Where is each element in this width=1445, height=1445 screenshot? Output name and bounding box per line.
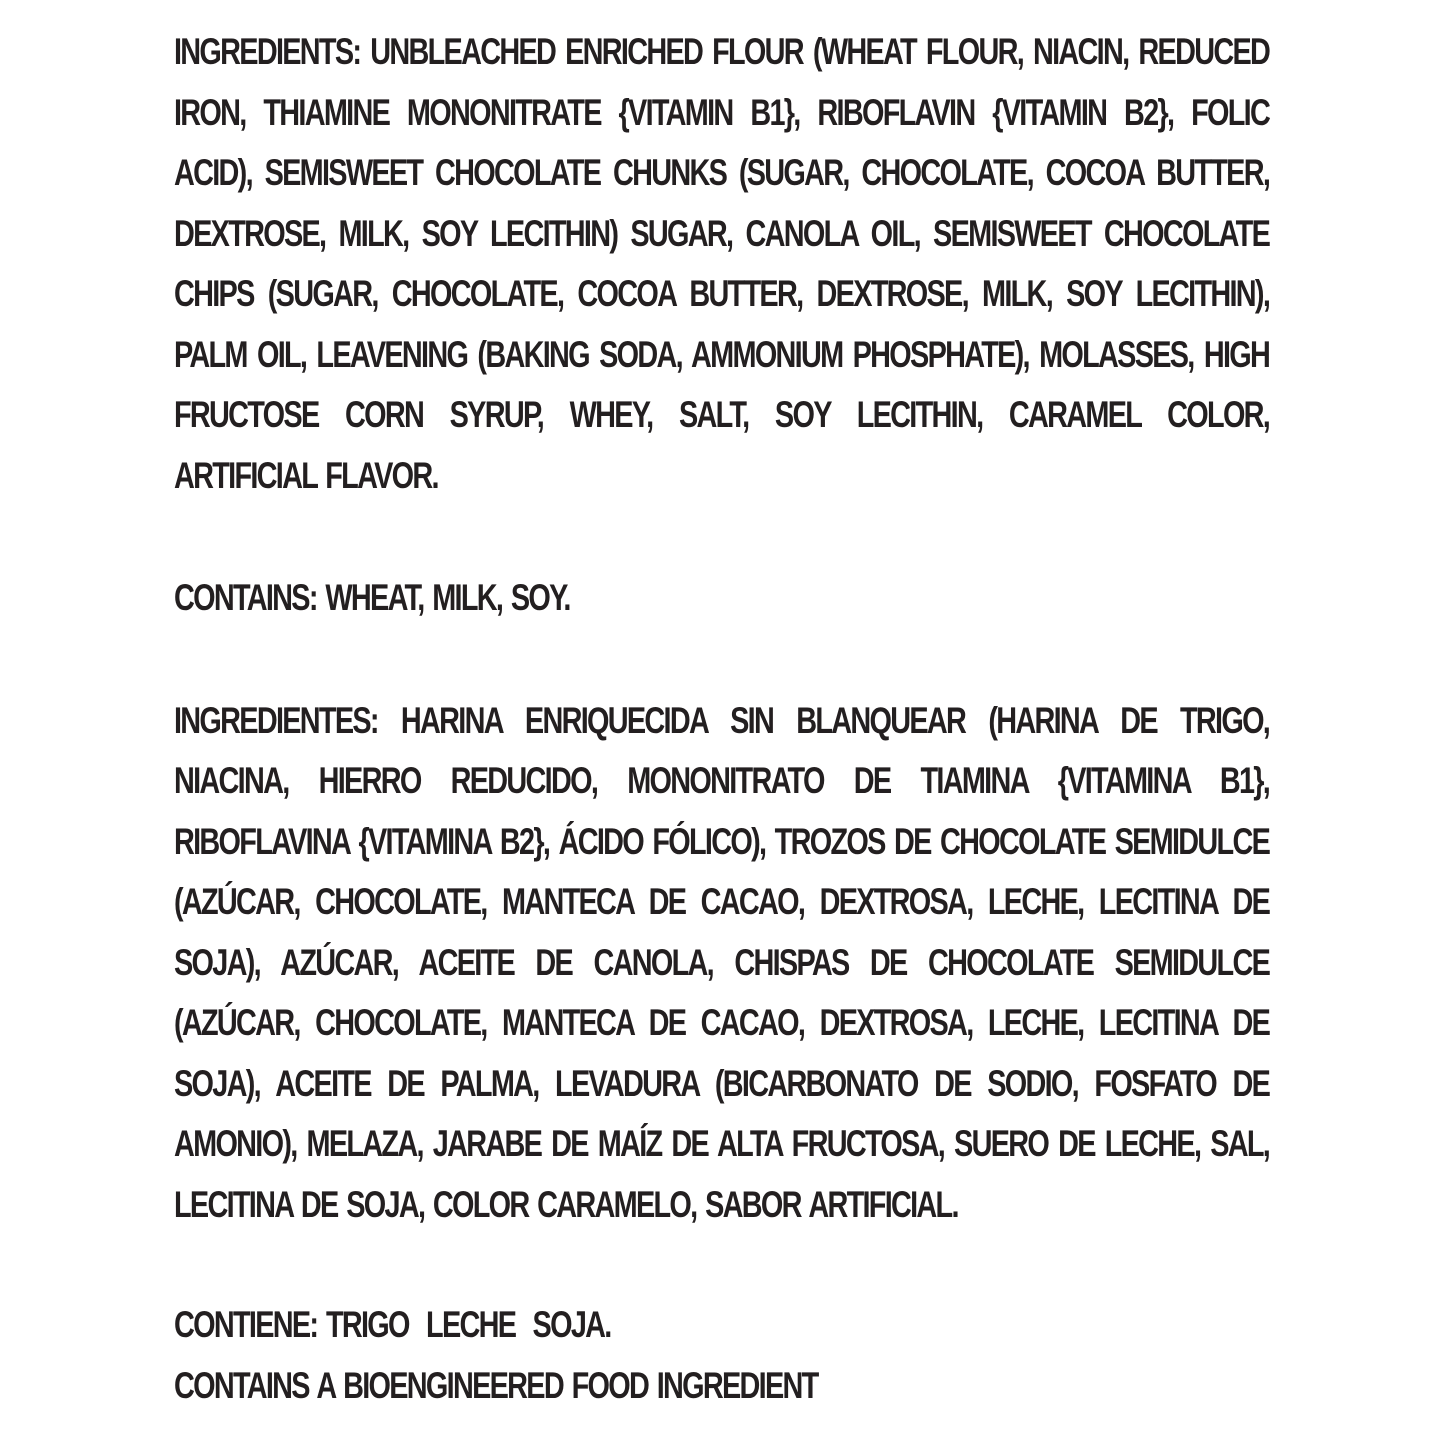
ingredientes-text: HARINA ENRIQUECIDA SIN BLANQUEAR (HARINA DE TRIGO, NIACINA, HIERRO REDUCIDO, MONONITRATO DE TIAMINA {VITAMINA B1}, RIBOFLAVINA {VITAMINA B2}, ÁCIDO FÓLICO), TROZOS DE CHOCOLATE SEMIDULCE (AZÚCAR, CHOCOLATE, MANTECA DE CACAO, DEXTROSA, LECHE, LECITINA DE SOJA), AZÚCAR, ACEITE DE CANOLA, CHISPAS DE CHOCOLATE SEMIDULCE (AZÚCAR, CHOCOLATE, MANTECA DE CACAO, DEXTROSA, LECHE, LECITINA DE SOJA), ACEITE DE PALMA, LEVADURA (BICARBONATO DE SODIO, FOSFATO DE AMONIO), MELAZA, JARABE DE MAÍZ DE ALTA FRUCTOSA, SUERO DE LECHE, SAL, LECITINA DE SOJA, COLOR CARAMELO, SABOR ARTIFICIAL. — [174, 699, 1270, 1225]
contiene-text: TRIGO LECHE SOJA. — [325, 1304, 611, 1345]
contains-label: CONTAINS: — [174, 577, 317, 618]
contiene-label: CONTIENE: — [174, 1304, 318, 1345]
allergen-statement-english — [174, 568, 1269, 629]
allergen-statement-spanish — [174, 1295, 1269, 1356]
ingredientes-label: INGREDIENTES: — [174, 699, 378, 741]
contains-text: WHEAT, MILK, SOY. — [325, 577, 570, 618]
ingredients-spanish — [174, 691, 1269, 1236]
ingredients-text: UNBLEACHED ENRICHED FLOUR (WHEAT FLOUR, NIACIN, REDUCED IRON, THIAMINE MONONITRATE {VITAMIN B1}, RIBOFLAVIN {VITAMIN B2}, FOLIC ACID), SEMISWEET CHOCOLATE CHUNKS (SUGAR, CHOCOLATE, COCOA BUTTER, DEXTROSE, MILK, SOY LECITHIN) SUGAR, CANOLA OIL, SEMISWEET CHOCOLATE CHIPS (SUGAR, CHOCOLATE, COCOA BUTTER, DEXTROSE, MILK, SOY LECITHIN), PALM OIL, LEAVENING (BAKING SODA, AMMONIUM PHOSPHATE), MOLASSES, HIGH FRUCTOSE CORN SYRUP, WHEY, SALT, SOY LECITHIN, CARAMEL COLOR, ARTIFICIAL FLAVOR. — [174, 31, 1270, 496]
ingredients-label: INGREDIENTS: — [174, 31, 361, 72]
ingredients-panel — [174, 22, 1269, 1416]
ingredients-english — [174, 22, 1269, 506]
bioengineered-disclosure: CONTAINS A BIOENGINEERED FOOD INGREDIENT — [174, 1364, 818, 1406]
